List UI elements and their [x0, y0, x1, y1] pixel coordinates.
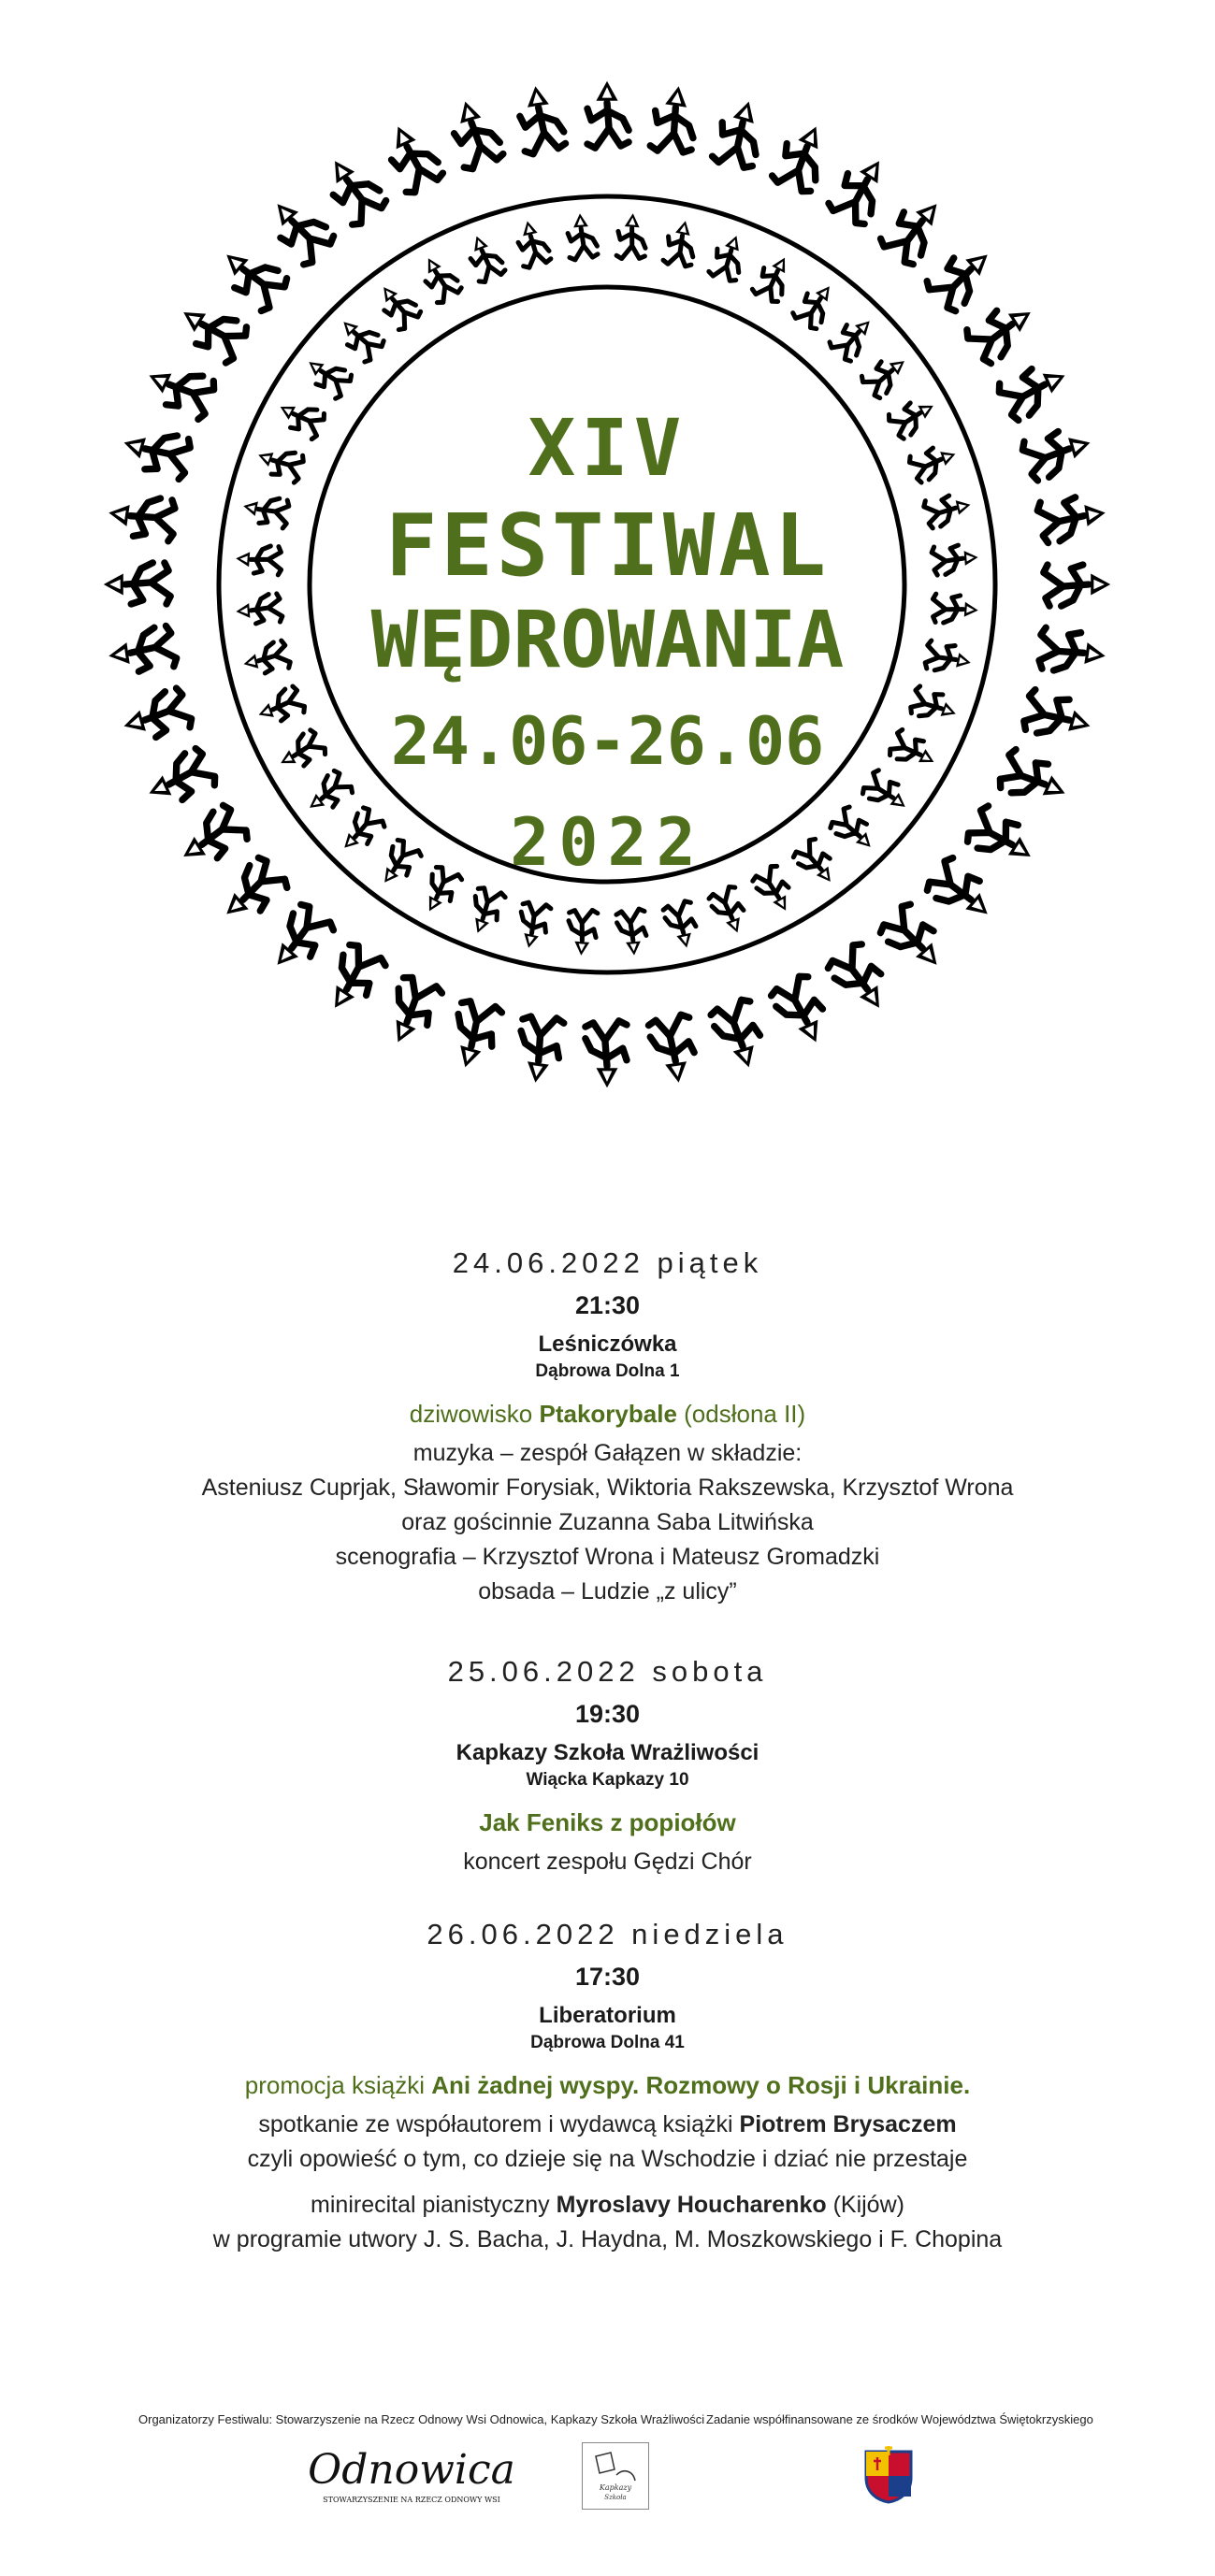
- walking-figure-icon: [963, 295, 1042, 367]
- venue-address: Dąbrowa Dolna 41: [530, 2033, 685, 2052]
- kapkazy-logo: [582, 2442, 649, 2510]
- walking-figure-icon: [650, 83, 701, 155]
- description-line: [0, 2188, 1215, 2223]
- walking-figure-icon: [464, 885, 506, 937]
- event-name: Jak Feniks z popiołów: [479, 1808, 736, 1836]
- svg-text:Kapkazy: Kapkazy: [599, 2483, 632, 2492]
- walking-figure-icon: [876, 901, 951, 979]
- description-line: scenografia – Krzysztof Wrona i Mateusz Gromadzki: [335, 1544, 880, 1570]
- walking-figure-icon: [318, 150, 389, 228]
- walking-figure-icon: [586, 1021, 627, 1087]
- event-name: Ptakorybale: [539, 1400, 677, 1428]
- walking-figure-icon: [662, 218, 700, 268]
- performer-name: Myroslavy Houcharenko: [556, 2192, 827, 2218]
- walking-figure-icon: [616, 909, 648, 957]
- walking-figure-icon: [711, 96, 769, 172]
- festival-edition: XIV: [528, 402, 687, 494]
- walking-figure-icon: [301, 350, 354, 400]
- walking-figure-icon: [708, 885, 750, 937]
- funding-note: Zadanie współfinansowane ze środków Województwa Świętokrzyskiego: [706, 2412, 1093, 2426]
- walking-figure-icon: [567, 212, 599, 260]
- description-line: czyli opowieść o tym, co dzieje się na Wschodzie i dziać nie przestaje: [247, 2146, 968, 2172]
- walking-figure-icon: [924, 240, 1002, 315]
- walking-figure-icon: [709, 998, 767, 1073]
- festival-dates: 24.06-26.06: [390, 703, 825, 780]
- walking-figure-icon: [263, 190, 338, 267]
- festival-title-word2: WĘDROWANIA: [370, 594, 845, 685]
- walking-figure-icon: [173, 295, 252, 366]
- venue-name: Kapkazy Szkoła Wrażliwości: [456, 1740, 759, 1765]
- description-line: obsada – Ludzie „z ulicy”: [478, 1578, 737, 1605]
- day-2: [0, 1652, 1215, 1879]
- event-title: [0, 2068, 1215, 2102]
- walking-figure-icon: [514, 218, 552, 268]
- odnowica-logo: [299, 2444, 524, 2508]
- walking-figure-icon: [825, 941, 896, 1019]
- description-line: [0, 2108, 1215, 2142]
- event-title: [0, 1397, 1215, 1431]
- day-time: 17:30: [574, 1963, 641, 1991]
- walking-figure-icon: [751, 252, 798, 305]
- line-text: (Kijów): [826, 2192, 904, 2218]
- svg-text:Szkoła: Szkoła: [604, 2494, 627, 2501]
- walking-figure-icon: [373, 279, 424, 332]
- event-description: [0, 1436, 1215, 1609]
- day-time: 19:30: [574, 1700, 641, 1728]
- day-3: [0, 1915, 1215, 2257]
- walking-figure-icon: [464, 231, 506, 283]
- walking-figure-icon: [662, 900, 700, 951]
- description-line: muzyka – zespół Gałązen w składzie:: [412, 1440, 803, 1466]
- venue-address: Dąbrowa Dolna 1: [535, 1361, 680, 1381]
- day-1: [0, 1244, 1215, 1609]
- day-date: 24.06.2022 piątek: [452, 1246, 763, 1279]
- walking-figure-icon: [827, 151, 898, 229]
- day-date: 25.06.2022 sobota: [447, 1655, 768, 1688]
- svg-text:Odnowica: Odnowica: [308, 2446, 515, 2494]
- organizers-note: Organizatorzy Festiwalu: Stowarzyszenie na Rzecz Odnowy Wsi Odnowica, Kapkazy Szkoła Wrażliwości: [138, 2412, 705, 2426]
- description-line: Asteniusz Cuprjak, Sławomir Forysiak, Wiktoria Rakszewska, Krzysztof Wrona: [201, 1475, 1014, 1501]
- coat-of-arms-icon: [862, 2442, 915, 2504]
- venue-address: Wiącka Kapkazy 10: [526, 1770, 689, 1790]
- line-text: spotkanie ze współautorem i wydawcą książki: [258, 2111, 740, 2137]
- walking-figure-icon: [791, 279, 842, 332]
- walking-figure-icon: [648, 1014, 699, 1086]
- walking-figure-icon: [444, 997, 502, 1072]
- walking-figure-icon: [587, 81, 629, 148]
- venue-name: Liberatorium: [539, 2003, 676, 2028]
- walking-figure-icon: [771, 119, 836, 196]
- description-line: w programie utwory J. S. Bacha, J. Haydna, M. Moszkowskiego i F. Chopina: [212, 2226, 1003, 2252]
- walking-figure-icon: [261, 900, 336, 978]
- event-name: Ani żadnej wyspy. Rozmowy o Rosji i Ukrainie.: [431, 2071, 971, 2099]
- walking-figure-icon: [214, 238, 292, 313]
- venue-name: Leśniczówka: [538, 1331, 677, 1357]
- walking-figure-icon: [566, 909, 598, 957]
- walking-figure-icon: [769, 973, 834, 1051]
- event-description: [0, 1845, 1215, 1879]
- walking-figure-icon: [708, 231, 750, 283]
- walking-figure-icon: [514, 900, 552, 951]
- event-description: [0, 2108, 1215, 2257]
- event-title: [0, 1806, 1215, 1839]
- walking-figure-icon: [514, 1014, 565, 1086]
- svg-text:STOWARZYSZENIE NA RZECZ ODNOWY: STOWARZYSZENIE NA RZECZ ODNOWY WSI: [323, 2496, 500, 2504]
- walking-figure-icon: [378, 972, 443, 1050]
- walking-figure-icon: [317, 940, 388, 1018]
- day-time: 21:30: [574, 1291, 641, 1319]
- program: [0, 1244, 1215, 2257]
- walking-figure-icon: [828, 311, 880, 364]
- festival-year: 2022: [510, 804, 705, 881]
- line-text: minirecital pianistyczny: [311, 2192, 557, 2218]
- walking-figure-icon: [878, 192, 953, 269]
- description-line: oraz gościnnie Zuzanna Saba Litwińska: [401, 1509, 814, 1535]
- walking-figure-icon: [416, 252, 463, 305]
- day-date: 26.06.2022 niedziela: [427, 1918, 788, 1950]
- walking-figure-icon: [516, 83, 567, 155]
- walking-figure-icon: [334, 311, 386, 364]
- guest-name: Piotrem Brysaczem: [739, 2111, 957, 2137]
- festival-title-word1: FESTIWAL: [384, 496, 831, 596]
- walking-figure-icon: [860, 351, 913, 401]
- event-suffix: (odsłona II): [676, 1400, 806, 1428]
- walking-figure-icon: [446, 95, 504, 171]
- event-prefix: dziwowisko: [409, 1400, 540, 1428]
- walking-figure-icon: [380, 118, 445, 195]
- event-prefix: promocja książki: [244, 2071, 432, 2099]
- walking-figure-icon: [616, 212, 648, 260]
- description-line: koncert zespołu Gędzi Chór: [463, 1849, 752, 1875]
